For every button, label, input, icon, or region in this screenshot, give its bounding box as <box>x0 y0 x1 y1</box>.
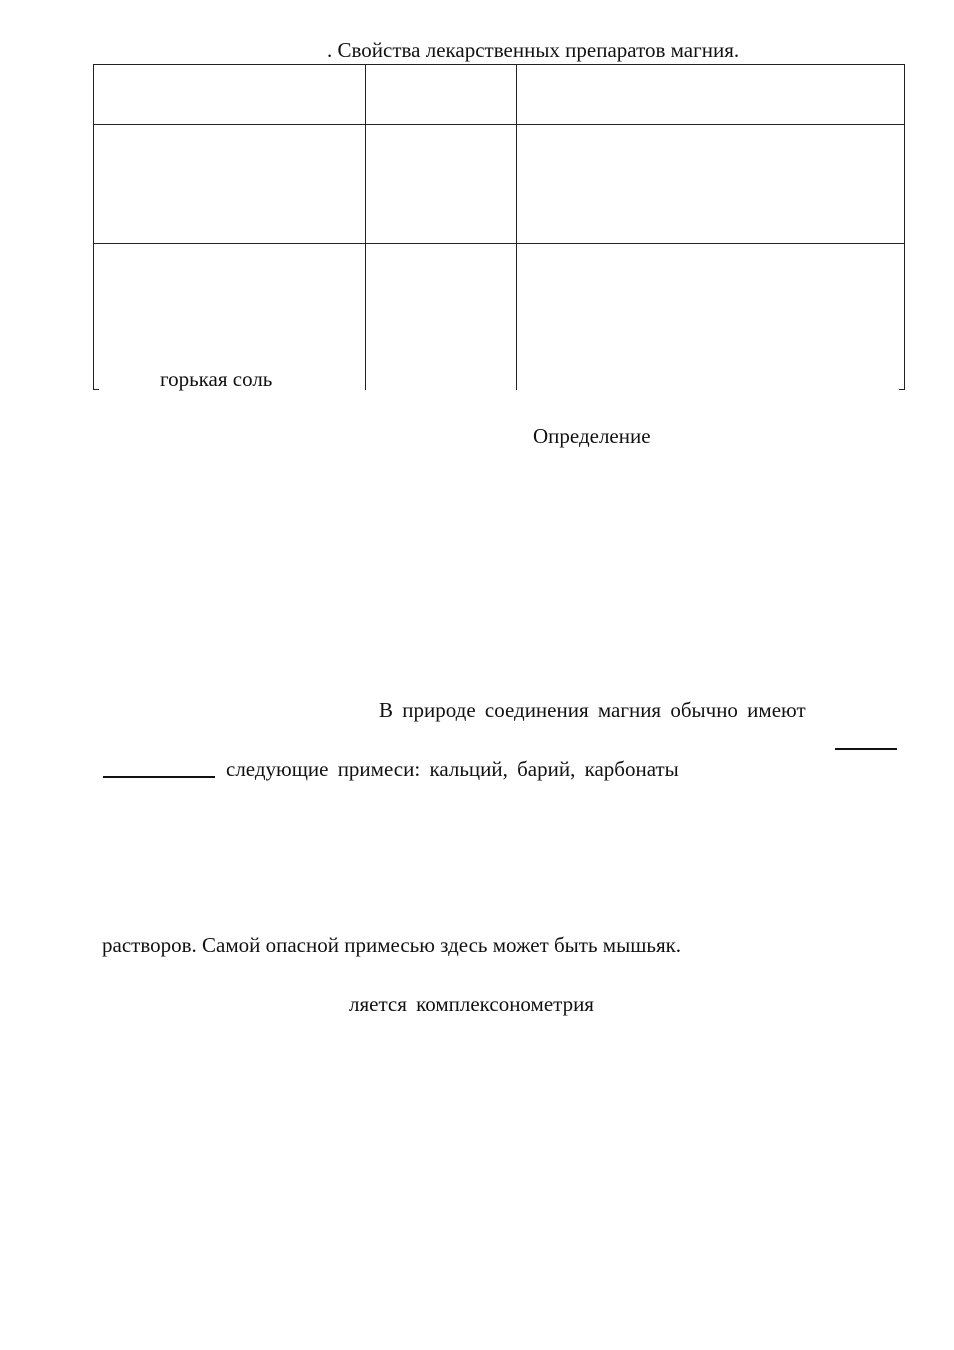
table-cell <box>94 244 365 391</box>
paragraph-arsenic: растворов. Самой опасной примесью здесь может быть мышьяк. <box>102 933 682 957</box>
paragraph-impurities-line2: следующие примеси: кальций, барий, карбонаты <box>226 757 679 781</box>
table-caption: . Свойства лекарственных препаратов магния. <box>327 38 740 62</box>
table-cell <box>366 244 516 391</box>
table-cell <box>366 125 516 243</box>
table-cell <box>517 244 904 391</box>
paragraph-impurities-line1: В природе соединения магния обычно имеют <box>379 698 806 722</box>
table-cell <box>94 125 365 243</box>
table-header-cell <box>517 65 904 124</box>
paragraph-complexometry: ляется комплексонометрия <box>349 992 594 1016</box>
definition-heading: Определение <box>533 424 651 448</box>
fill-in-blank <box>835 748 897 750</box>
table-cell <box>517 125 904 243</box>
epsom-salt-label: горькая соль <box>160 367 273 391</box>
table-header-cell <box>94 65 365 124</box>
magnesium-drugs-table <box>93 64 905 390</box>
fill-in-blank <box>103 776 215 778</box>
table-header-cell <box>366 65 516 124</box>
